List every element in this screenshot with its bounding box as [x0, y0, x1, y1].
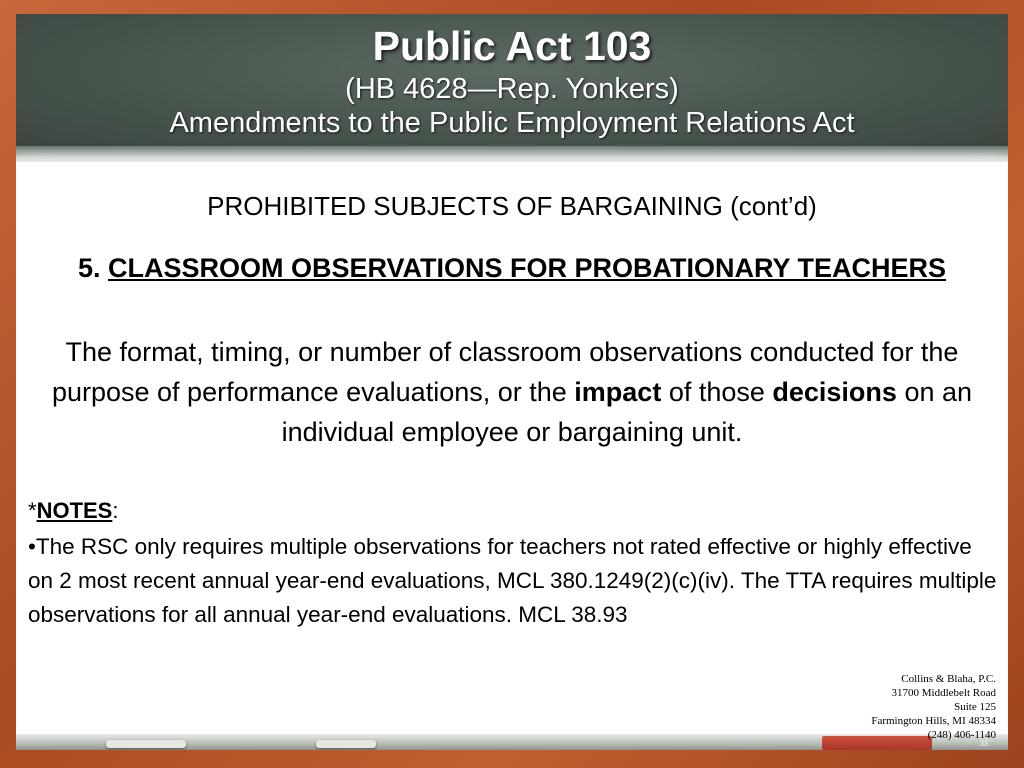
item-body: [40, 332, 984, 452]
notes-label: [28, 496, 118, 526]
firm-address-1: 31700 Middlebelt Road: [891, 687, 996, 699]
slide-title: Public Act 103: [372, 23, 652, 69]
slide-number: 33: [980, 739, 988, 748]
item-heading: [60, 250, 964, 286]
slide-subtitle: (HB 4628—Rep. Yonkers): [345, 73, 679, 105]
firm-name: Collins & Blaha, P.C.: [901, 673, 996, 685]
body-text-2: of those: [661, 377, 773, 407]
notes-prefix: *: [28, 498, 37, 523]
firm-phone: (248) 406-1140: [927, 729, 996, 741]
firm-address-2: Suite 125: [954, 701, 996, 713]
firm-info: [871, 672, 996, 742]
notes-bullet: •The RSC only requires multiple observations for teachers not rated effective or highly effective on 2 most recent annual year-end evaluations, MCL 380.1249(2)(c)(iv). The TTA requires multiple observations for all annual year-end evaluations. MCL 38.93: [28, 534, 997, 627]
notes-suffix: :: [112, 498, 119, 523]
item-title: CLASSROOM OBSERVATIONS FOR PROBATIONARY TEACHERS: [107, 253, 947, 283]
chalk-stick: [106, 740, 186, 748]
body-text-1: The format, timing, or number of classroom observations conducted for the purpose of performance evaluations, or the: [51, 337, 959, 407]
body-bold-decisions: decisions: [772, 377, 897, 407]
firm-city: Farmington Hills, MI 48334: [871, 715, 996, 727]
slide-subtitle-2: Amendments to the Public Employment Relations Act: [169, 107, 855, 139]
item-number: 5.: [77, 253, 108, 283]
notes-title: NOTES: [36, 498, 113, 523]
body-text-3: on an individual employee or bargaining unit.: [281, 377, 973, 447]
body-bold-impact: impact: [574, 377, 662, 407]
section-heading: PROHIBITED SUBJECTS OF BARGAINING (cont’d): [207, 191, 817, 221]
chalk-stick: [316, 740, 376, 748]
